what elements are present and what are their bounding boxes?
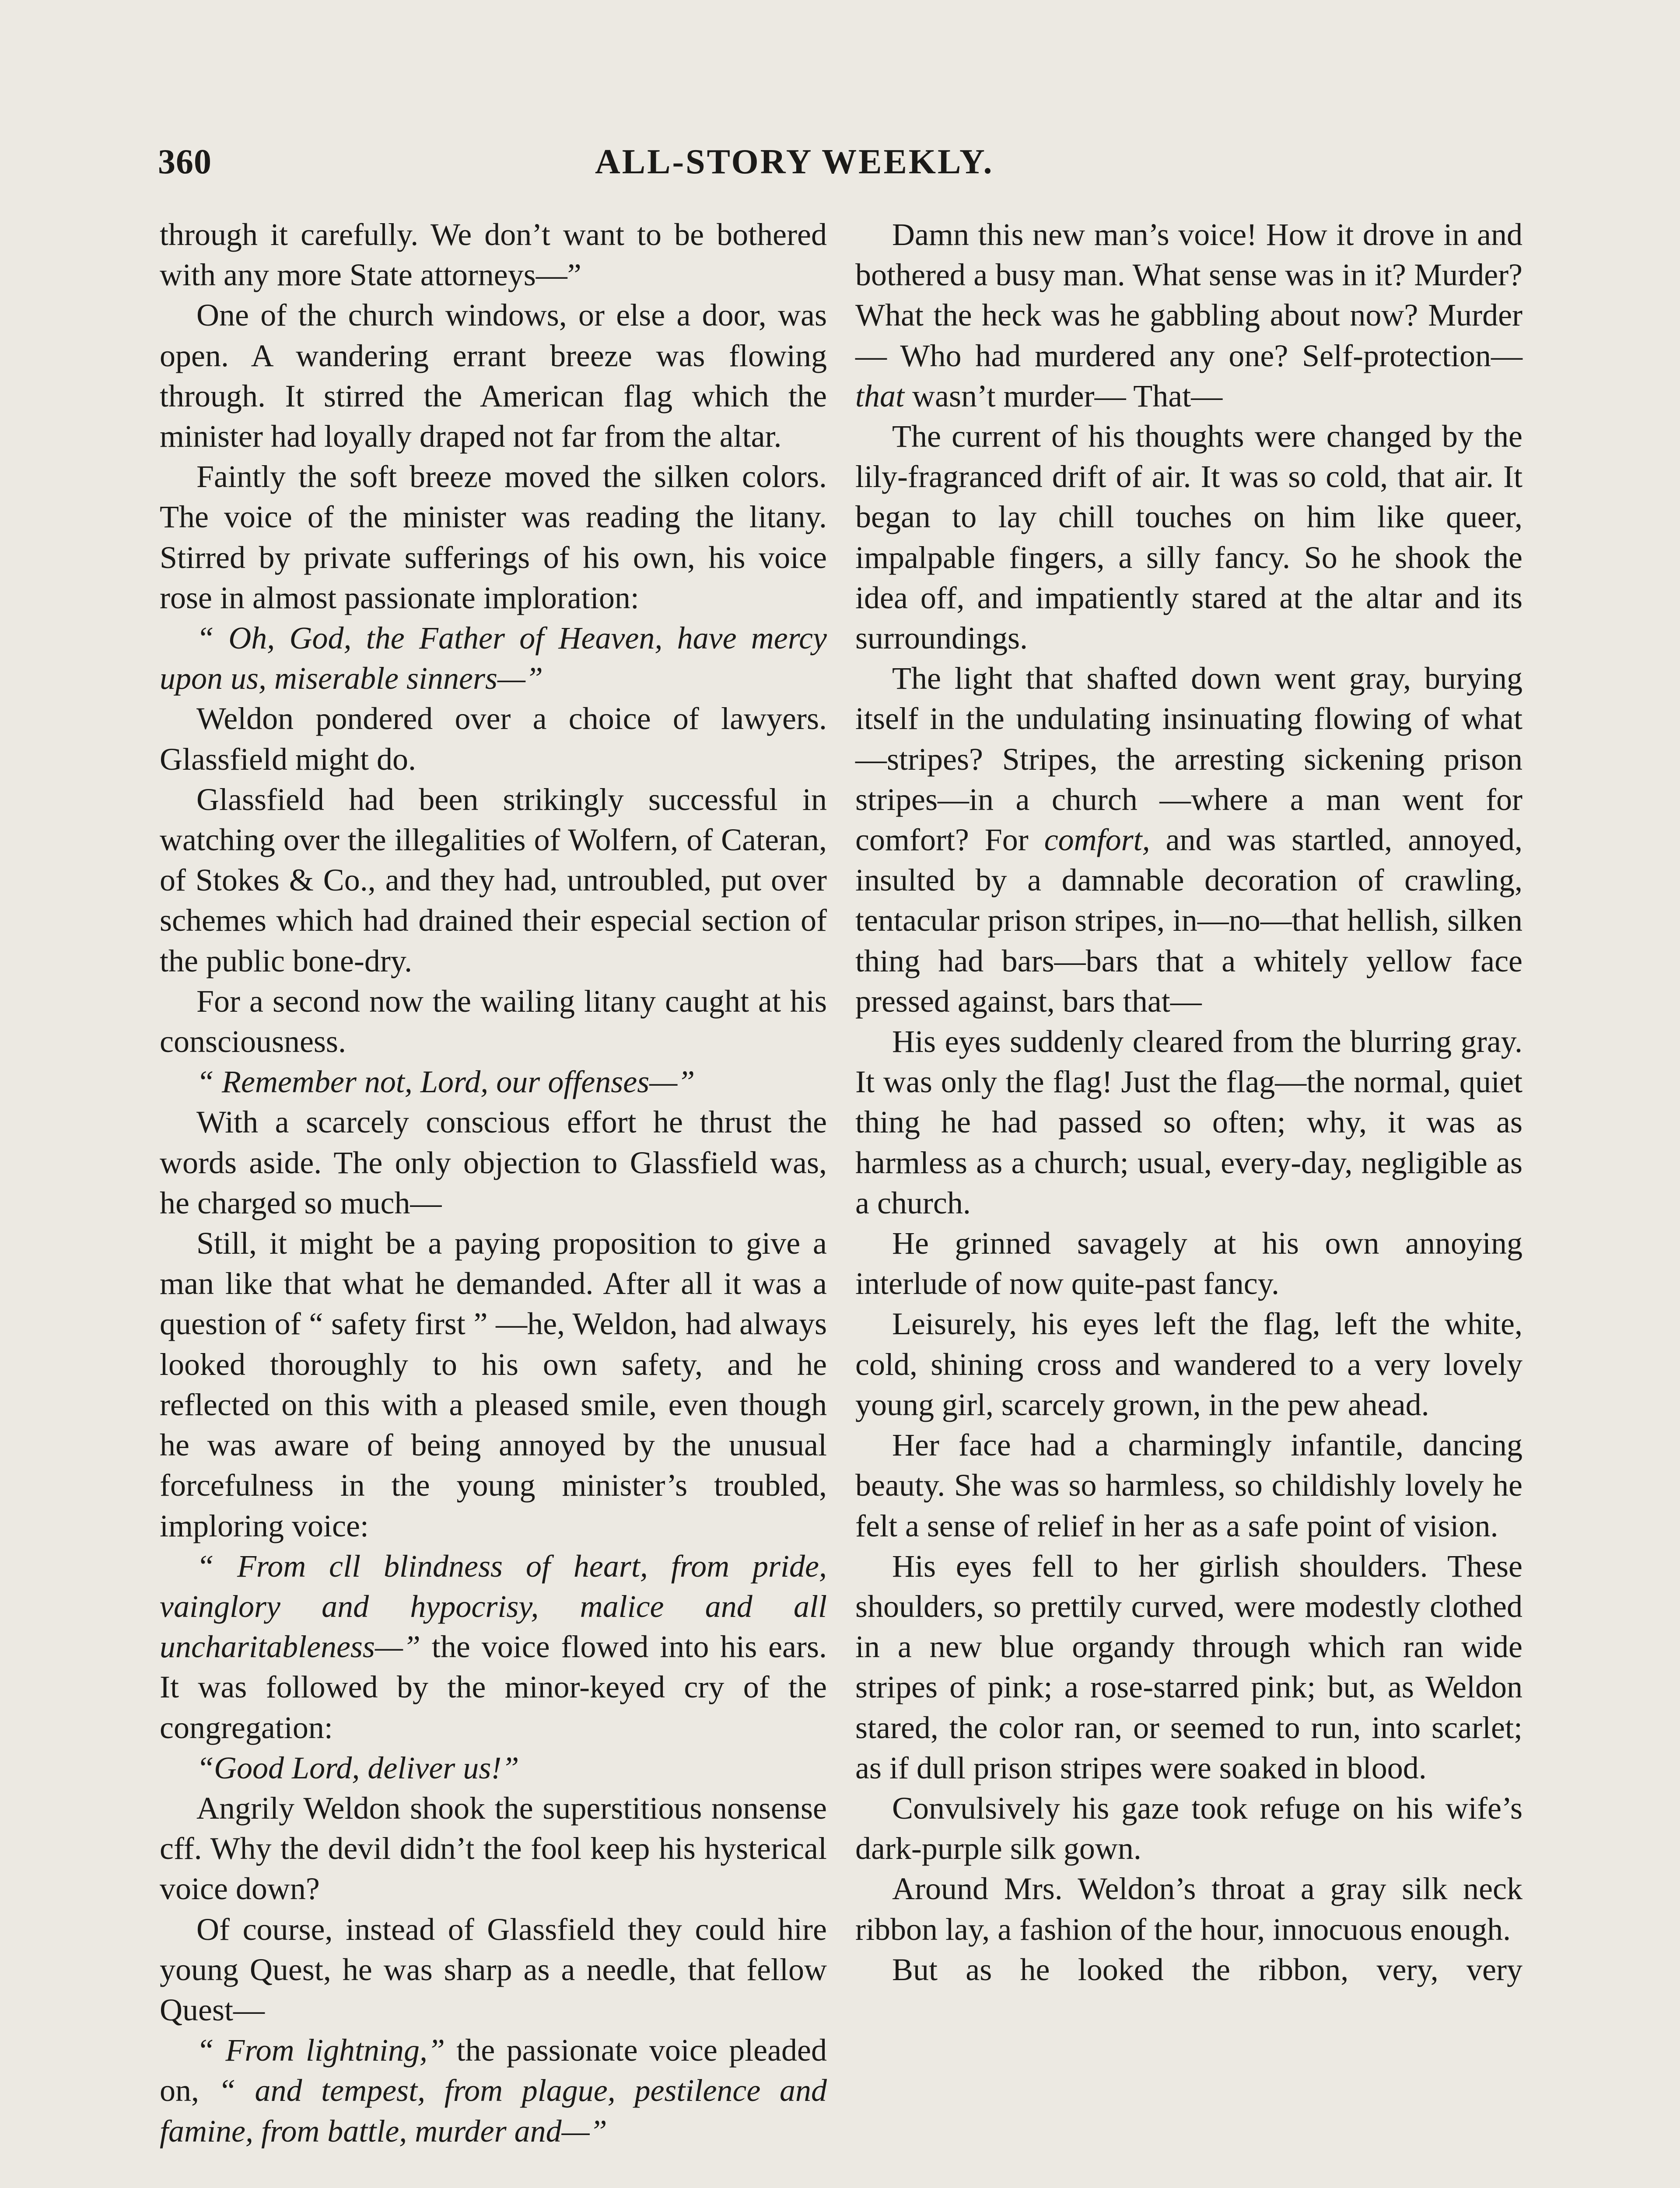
paragraph: With a scarcely conscious effort he thrust the words aside. The only objection to Glassfield was, he charged so much— (160, 1105, 827, 1220)
litany-text: “ Remember not, Lord, our offenses—” (196, 1064, 695, 1100)
litany-quote (160, 618, 827, 698)
left-column (160, 214, 827, 2151)
paragraph: Still, it might be a paying proposition to give a man like that what he demanded. After all it was a question of “ safety first ” —he, Weldon, had always looked thoroughly to his own safety, and he reflected on this with a pleased smile, even though he was aware of being annoyed by the unusual forcefulness in the young minister’s troubled, imploring voice: (160, 1226, 827, 1543)
paragraph-text: wasn’t murder— That— (904, 378, 1223, 414)
litany-quote (160, 2030, 827, 2151)
paragraph: He grinned savagely at his own annoying interlude of now quite-past fancy. (855, 1226, 1522, 1301)
paragraph: Glassfield had been strikingly successful in watching over the illegalities of Wolfern, of Cateran, of Stokes & Co., and they had, untroubled, put over schemes which had drained their especial section of the public bone-dry. (160, 782, 827, 978)
litany-text: “ From lightning,” (196, 2033, 445, 2068)
litany-text: “Good Lord, deliver us!” (196, 1750, 519, 1785)
paragraph: Angrily Weldon shook the superstitious nonsense cff. Why the devil didn’t the fool keep his hysterical voice down? (160, 1790, 827, 1907)
paragraph: For a second now the wailing litany caught at his consciousness. (160, 983, 827, 1059)
litany-quote (160, 1062, 827, 1102)
emphasis: that (855, 378, 905, 414)
paragraph (855, 658, 1522, 1021)
paragraph-text: Damn this new man’s voice! How it drove in and bothered a busy man. What sense was in it? Murder? What the heck was he gabbling about now? Murder— Who had murdered any one? Self-protection— (855, 217, 1522, 373)
paragraph: The current of his thoughts were changed by the lily-fragranced drift of air. It was so cold, that air. It began to lay chill touches on him like queer, impalpable fingers, a silly fancy. So he shook the idea off, and impatiently stared at the altar and its surroundings. (855, 419, 1522, 656)
paragraph: Leisurely, his eyes left the flag, left the white, cold, shining cross and wandered to a very lovely young girl, scarcely grown, in the pew ahead. (855, 1306, 1522, 1422)
paragraph: through it carefully. We don’t want to be bothered with any more State attorneys—” (160, 217, 827, 293)
right-column (855, 214, 1522, 1990)
litany-text: “ and tempest, from plague, pestilence and famine, from battle, murder and—” (160, 2073, 827, 2149)
paragraph: One of the church windows, or else a door, was open. A wandering errant breeze was flowing through. It stirred the American flag which the minister had loyally draped not far from the altar. (160, 298, 827, 454)
paragraph: Around Mrs. Weldon’s throat a gray silk neck ribbon lay, a fashion of the hour, innocuous enough. (855, 1871, 1522, 1947)
paragraph: Her face had a charmingly infantile, dancing beauty. She was so harmless, so childishly lovely he felt a sense of relief in her as a safe point of vision. (855, 1427, 1522, 1543)
paragraph: Convulsively his gaze took refuge on his wife’s dark-purple silk gown. (855, 1790, 1522, 1866)
emphasis: comfort, (1044, 822, 1150, 858)
paragraph-text: and was startled, annoyed, insulted by a damnable decoration of crawling, tentacular prison stripes, in—no—that hellish, silken thing had bars—bars that a whitely yellow face pressed against, bars that— (855, 822, 1522, 1019)
running-head: ALL-STORY WEEKLY. (595, 143, 994, 181)
litany-text: “ From cll blindness of heart, from pride, vainglory and hypocrisy, malice and all uncharitableness—” (160, 1548, 827, 1665)
litany-quote (160, 1748, 827, 1788)
paragraph: Faintly the soft breeze moved the silken colors. The voice of the minister was reading the litany. Stirred by private sufferings of his own, his voice rose in almost passionate imploration: (160, 459, 827, 615)
paragraph: But as he looked the ribbon, very, very (892, 1952, 1522, 1987)
litany-quote (160, 1546, 827, 1748)
paragraph-text: The light that shafted down went gray, burying itself in the undulating insinuating flowing of what—stripes? Stripes, the arresting sickening prison stripes—in a church —where a man went for comfort? For (855, 661, 1522, 858)
paragraph-text: the passionate voice pleaded on, (160, 2033, 827, 2108)
paragraph (855, 214, 1522, 416)
paragraph: His eyes fell to her girlish shoulders. These shoulders, so prettily curved, were modestly clothed in a new blue organdy through which ran wide stripes of pink; a rose-starred pink; but, as Weldon stared, the color ran, or seemed to run, into scarlet; as if dull prison stripes were soaked in blood. (855, 1548, 1522, 1785)
paragraph: His eyes suddenly cleared from the blurring gray. It was only the flag! Just the flag—the normal, quiet thing he had passed so often; why, it was as harmless as a church; usual, every-day, negligible as a church. (855, 1024, 1522, 1220)
paragraph: Of course, instead of Glassfield they could hire young Quest, he was sharp as a needle, that fellow Quest— (160, 1911, 827, 2027)
paragraph: Weldon pondered over a choice of lawyers. Glassfield might do. (160, 701, 827, 777)
paragraph-text: the voice flowed into his ears. It was followed by the minor-keyed cry of the congregation: (160, 1629, 827, 1745)
page-number: 360 (158, 143, 212, 181)
litany-text: “ Oh, God, the Father of Heaven, have mercy upon us, miserable sinners—” (160, 621, 827, 696)
